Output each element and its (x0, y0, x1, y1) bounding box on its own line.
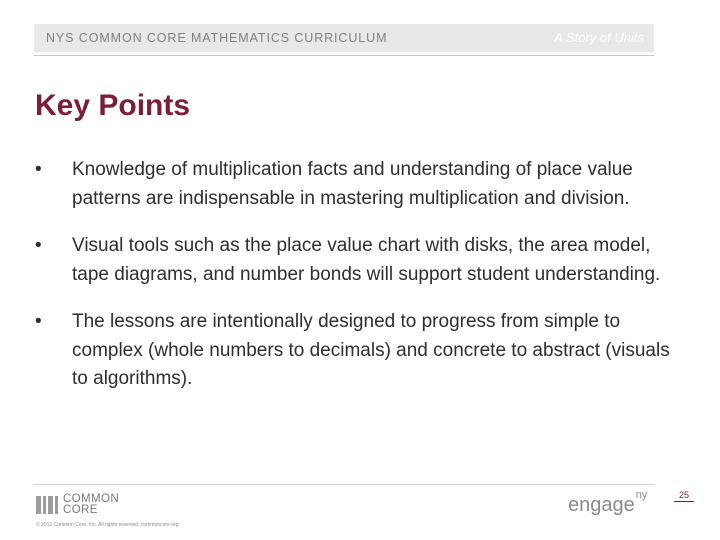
bullet-icon: • (35, 235, 42, 256)
bullet-text: The lessons are intentionally designed to progress from simple to complex (whole numbers to decimals) and concrete to abstract (visuals to algorithms). (72, 311, 670, 389)
bullet-text: Visual tools such as the place value chart with disks, the area model, tape diagrams, and number bonds will support student understanding. (72, 235, 661, 285)
logo-bars-icon (36, 496, 60, 514)
curriculum-label: NYS COMMON CORE MATHEMATICS CURRICULUM (46, 31, 388, 45)
footer-divider (34, 484, 654, 485)
slide-title: Key Points (35, 89, 191, 122)
header-bar (34, 24, 654, 52)
bullet-item (35, 156, 675, 213)
bullet-list (35, 156, 675, 413)
header-divider (34, 55, 654, 56)
logo-line-common: COMMON (63, 493, 120, 505)
series-label: A Story of Units (554, 30, 644, 45)
bullet-icon: • (35, 159, 42, 180)
engageny-logo (568, 489, 648, 517)
bullet-text: Knowledge of multiplication facts and understanding of place value patterns are indispensable in mastering multiplication and division. (72, 159, 633, 209)
logo-text (63, 494, 119, 516)
engage-text: engage (568, 494, 635, 516)
ny-superscript: ny (635, 489, 648, 502)
bullet-icon: • (35, 311, 42, 332)
bullet-item (35, 308, 675, 394)
common-core-logo (36, 494, 131, 518)
copyright-text: © 2012 Common Core, Inc. All rights reserved. commoncore.org (36, 522, 179, 528)
logo-line-core: CORE (63, 504, 98, 516)
page-number: 25 (674, 489, 694, 502)
bullet-item (35, 232, 675, 289)
